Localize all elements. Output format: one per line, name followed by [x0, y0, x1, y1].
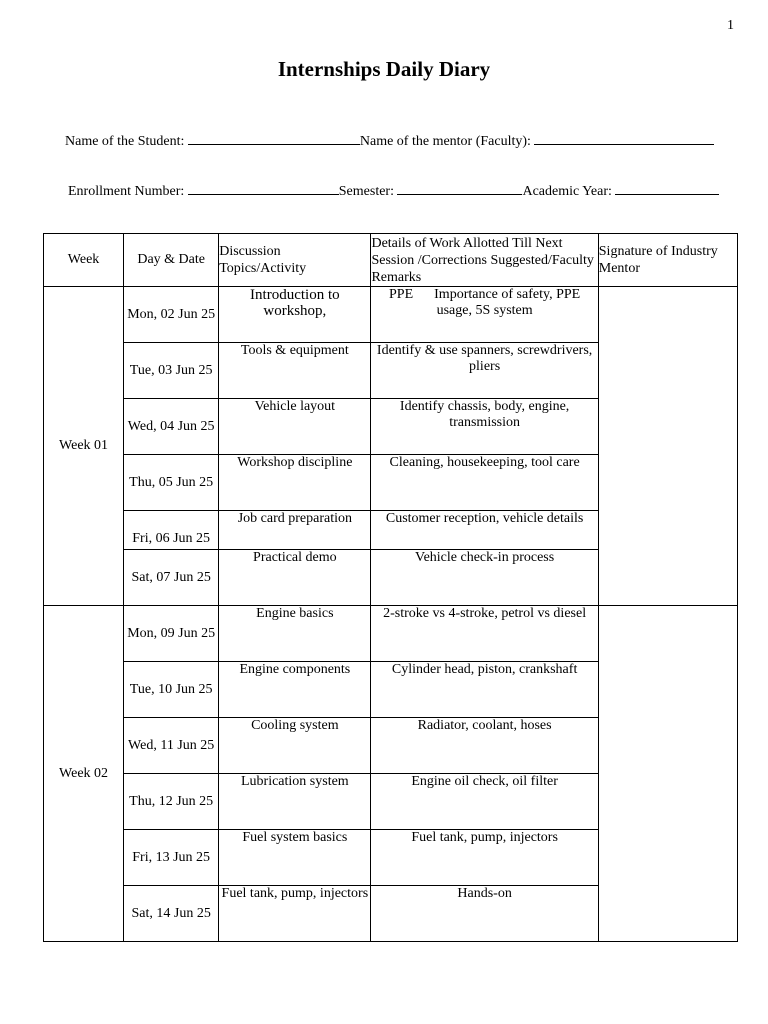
day-date: Mon, 02 Jun 25: [124, 287, 219, 343]
student-name-field[interactable]: [188, 131, 360, 145]
table-row: [44, 606, 738, 662]
mentor-name-label: Name of the mentor (Faculty):: [359, 134, 531, 149]
header-day-date: Day & Date: [124, 234, 219, 287]
work-details: Identify & use spanners, screwdrivers, pliers: [371, 343, 598, 399]
work-details: Radiator, coolant, hoses: [371, 718, 598, 774]
page-number: 1: [727, 18, 734, 33]
table-header-row: [44, 234, 738, 287]
work-details: Cleaning, housekeeping, tool care: [371, 455, 598, 511]
day-date: Tue, 03 Jun 25: [124, 343, 219, 399]
table-row: [44, 287, 738, 343]
week-label: Week 01: [44, 287, 124, 606]
header-details: Details of Work Allotted Till Next Session /Corrections Suggested/Faculty Remarks: [371, 234, 598, 287]
day-date: Fri, 13 Jun 25: [124, 830, 219, 886]
work-details: Fuel tank, pump, injectors: [371, 830, 598, 886]
header-week: Week: [44, 234, 124, 287]
mentor-name-field[interactable]: [534, 131, 714, 145]
signature-cell[interactable]: [598, 287, 737, 606]
work-details: 2-stroke vs 4-stroke, petrol vs diesel: [371, 606, 598, 662]
discussion-topic: Lubrication system: [219, 774, 371, 830]
student-name-label: Name of the Student:: [65, 134, 185, 149]
discussion-topic: Practical demo: [219, 550, 371, 606]
day-date: Fri, 06 Jun 25: [124, 511, 219, 550]
enrollment-line: [68, 181, 719, 201]
discussion-topic: Introduction to workshop,: [219, 287, 371, 343]
day-date: Mon, 09 Jun 25: [124, 606, 219, 662]
work-details: Cylinder head, piston, crankshaft: [371, 662, 598, 718]
day-date: Sat, 14 Jun 25: [124, 886, 219, 942]
day-date: Sat, 07 Jun 25: [124, 550, 219, 606]
work-details: Vehicle check-in process: [371, 550, 598, 606]
day-date: Thu, 05 Jun 25: [124, 455, 219, 511]
discussion-topic: Cooling system: [219, 718, 371, 774]
discussion-topic: Engine components: [219, 662, 371, 718]
enrollment-label: Enrollment Number:: [68, 184, 185, 199]
page-title: Internships Daily Diary: [277, 57, 491, 81]
work-details: Customer reception, vehicle details: [371, 511, 598, 550]
work-details: Hands-on: [371, 886, 598, 942]
day-date: Wed, 11 Jun 25: [124, 718, 219, 774]
work-details: PPE Importance of safety, PPE usage, 5S system: [371, 287, 598, 343]
discussion-topic: Vehicle layout: [219, 399, 371, 455]
discussion-topic: Workshop discipline: [219, 455, 371, 511]
day-date: Wed, 04 Jun 25: [124, 399, 219, 455]
student-mentor-line: [65, 131, 714, 151]
semester-label: Semester:: [338, 184, 394, 199]
discussion-topic: Fuel system basics: [219, 830, 371, 886]
work-details: Engine oil check, oil filter: [371, 774, 598, 830]
work-details: Identify chassis, body, engine, transmission: [371, 399, 598, 455]
header-discussion: Discussion Topics/Activity: [219, 234, 371, 287]
semester-field[interactable]: [397, 181, 522, 195]
discussion-topic: Tools & equipment: [219, 343, 371, 399]
discussion-topic: Engine basics: [219, 606, 371, 662]
header-signature: Signature of Industry Mentor: [598, 234, 737, 287]
enrollment-field[interactable]: [188, 181, 339, 195]
discussion-topic: Fuel tank, pump, injectors: [219, 886, 371, 942]
day-date: Tue, 10 Jun 25: [124, 662, 219, 718]
academic-year-field[interactable]: [615, 181, 719, 195]
discussion-topic: Job card preparation: [219, 511, 371, 550]
diary-table: [43, 233, 738, 942]
week-label: Week 02: [44, 606, 124, 942]
day-date: Thu, 12 Jun 25: [124, 774, 219, 830]
signature-cell[interactable]: [598, 606, 737, 942]
academic-year-label: Academic Year:: [522, 184, 612, 199]
